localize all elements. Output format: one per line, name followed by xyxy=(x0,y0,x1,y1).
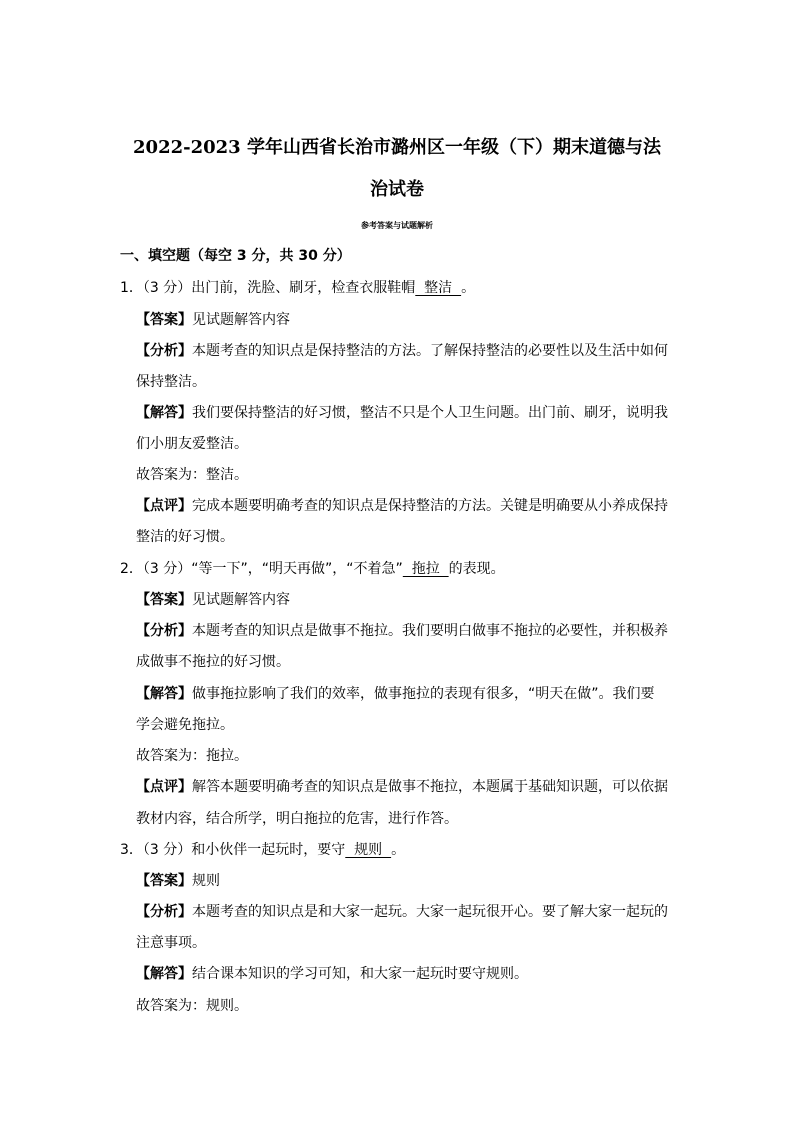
question-number: 1． xyxy=(120,280,143,296)
analysis-text: 本题考查的知识点是保持整洁的方法。了解保持整洁的必要性以及生活中如何 xyxy=(192,343,668,359)
question-1-comment xyxy=(136,496,668,516)
question-1-stem xyxy=(120,278,475,298)
solution-text: 结合课本知识的学习可知，和大家一起玩时要守规则。 xyxy=(192,966,528,982)
answer-tag: 【答案】 xyxy=(136,592,192,608)
question-3-stem xyxy=(120,840,405,860)
answer-text: 见试题解答内容 xyxy=(192,312,290,328)
question-3-answer xyxy=(136,871,220,891)
question-text-end: 。 xyxy=(391,842,406,858)
analysis-tag: 【分析】 xyxy=(136,904,192,920)
answer-tag: 【答案】 xyxy=(136,312,192,328)
analysis-tag: 【分析】 xyxy=(136,343,192,359)
question-score: （3 分） xyxy=(142,561,192,577)
comment-tag: 【点评】 xyxy=(136,498,192,514)
question-3-final-answer: 故答案为：规则。 xyxy=(136,998,248,1014)
solution-tag: 【解答】 xyxy=(136,405,192,421)
question-text: 和小伙伴一起玩时，要守 xyxy=(191,842,346,858)
question-3-analysis xyxy=(136,902,668,922)
answer-text: 见试题解答内容 xyxy=(192,592,290,608)
document-title-line-2: 治试卷 xyxy=(370,179,424,200)
question-3-analysis-cont: 注意事项。 xyxy=(136,935,206,951)
question-1-analysis xyxy=(136,341,668,361)
question-1-analysis-cont: 保持整洁。 xyxy=(136,374,206,390)
document-title-line-1: 2022-2023 学年山西省长治市潞州区一年级（下）期末道德与法 xyxy=(133,137,661,158)
question-number: 3． xyxy=(120,842,143,858)
comment-text: 解答本题要明确考查的知识点是做事不拖拉，本题属于基础知识题，可以依据 xyxy=(192,779,668,795)
question-1-comment-cont: 整洁的好习惯。 xyxy=(136,529,234,545)
answer-blank: 整洁 xyxy=(415,280,462,296)
question-2-stem xyxy=(120,559,505,579)
question-3-solution xyxy=(136,964,528,984)
comment-tag: 【点评】 xyxy=(136,779,192,795)
solution-text: 我们要保持整洁的好习惯，整洁不只是个人卫生问题。出门前、刷牙，说明我 xyxy=(192,405,668,421)
question-number: 2． xyxy=(120,561,143,577)
question-text-end: 的表现。 xyxy=(448,561,505,577)
question-text: 出门前，洗脸、刷牙，检查衣服鞋帽 xyxy=(191,280,416,296)
answer-tag: 【答案】 xyxy=(136,873,192,889)
question-2-comment xyxy=(136,777,668,797)
question-2-answer xyxy=(136,590,290,610)
section-heading: 一、填空题（每空 3 分，共 30 分） xyxy=(120,248,351,264)
question-1-final-answer: 故答案为：整洁。 xyxy=(136,467,248,483)
solution-tag: 【解答】 xyxy=(136,686,192,702)
question-text-end: 。 xyxy=(461,280,476,296)
question-1-solution-cont: 们小朋友爱整洁。 xyxy=(136,436,248,452)
question-2-analysis xyxy=(136,621,668,641)
answer-blank: 规则 xyxy=(345,842,392,858)
question-score: （3 分） xyxy=(142,842,192,858)
question-2-comment-cont: 教材内容，结合所学，明白拖拉的危害，进行作答。 xyxy=(136,811,458,827)
question-text: “等一下”，“明天再做”，“不着急” xyxy=(191,561,403,577)
question-2-solution xyxy=(136,684,655,704)
solution-text: 做事拖拉影响了我们的效率，做事拖拉的表现有很多，“明天在做”。我们要 xyxy=(192,686,655,702)
solution-tag: 【解答】 xyxy=(136,966,192,982)
question-2-solution-cont: 学会避免拖拉。 xyxy=(136,717,234,733)
question-1-answer xyxy=(136,310,290,330)
answer-blank: 拖拉 xyxy=(402,561,449,577)
question-1-solution xyxy=(136,403,668,423)
analysis-text: 本题考查的知识点是和大家一起玩。大家一起玩很开心。要了解大家一起玩的 xyxy=(192,904,668,920)
question-score: （3 分） xyxy=(142,280,192,296)
question-2-analysis-cont: 成做事不拖拉的好习惯。 xyxy=(136,654,290,670)
comment-text: 完成本题要明确考查的知识点是保持整洁的方法。关键是明确要从小养成保持 xyxy=(192,498,668,514)
answer-text: 规则 xyxy=(192,873,220,889)
document-subtitle: 参考答案与试题解析 xyxy=(361,221,433,230)
analysis-text: 本题考查的知识点是做事不拖拉。我们要明白做事不拖拉的必要性，并积极养 xyxy=(192,623,668,639)
analysis-tag: 【分析】 xyxy=(136,623,192,639)
question-2-final-answer: 故答案为：拖拉。 xyxy=(136,748,248,764)
